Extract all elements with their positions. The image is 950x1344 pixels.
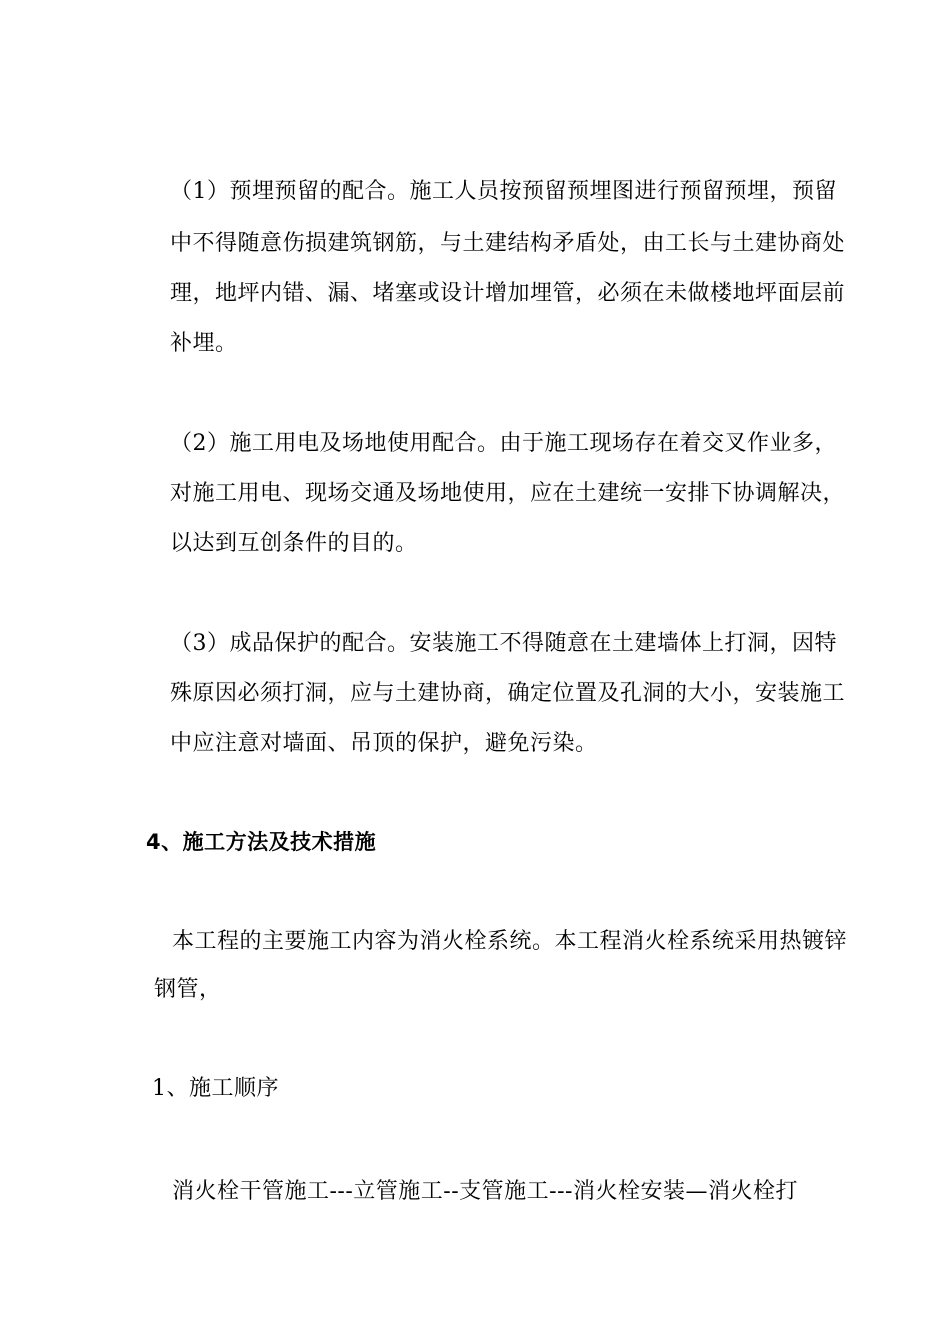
text-line: 中应注意对墙面、吊顶的保护，避免污染。 (170, 731, 598, 756)
text-line: 对施工用电、现场交通及场地使用，应在土建统一安排下协调解决， (170, 481, 846, 506)
text-line: （3）成品保护的配合。安装施工不得随意在土建墙体上打洞，因特 (170, 631, 837, 656)
text-line: 以达到互创条件的目的。 (170, 531, 418, 556)
text-line: 中不得随意伤损建筑钢筋，与土建结构矛盾处，由工长与土建协商处 (170, 231, 846, 256)
text-line: 补埋。 (170, 331, 238, 356)
text-line: 钢管， (154, 977, 222, 1002)
text-line: （1）预埋预留的配合。施工人员按预留预埋图进行预留预埋，预留 (170, 179, 837, 204)
text-line: 消火栓干管施工---立管施工--支管施工---消火栓安装—消火栓打 (172, 1179, 798, 1204)
text-line: 殊原因必须打洞，应与土建协商，确定位置及孔洞的大小，安装施工 (170, 681, 846, 706)
text-line: （2）施工用电及场地使用配合。由于施工现场存在着交叉作业多， (170, 431, 837, 456)
section-heading: 4、施工方法及技术措施 (146, 830, 377, 854)
subsection-heading: 1、施工顺序 (152, 1076, 279, 1101)
text-line: 理，地坪内错、漏、堵塞或设计增加埋管，必须在未做楼地坪面层前 (170, 281, 846, 306)
text-line: 本工程的主要施工内容为消火栓系统。本工程消火栓系统采用热镀锌 (172, 929, 848, 954)
